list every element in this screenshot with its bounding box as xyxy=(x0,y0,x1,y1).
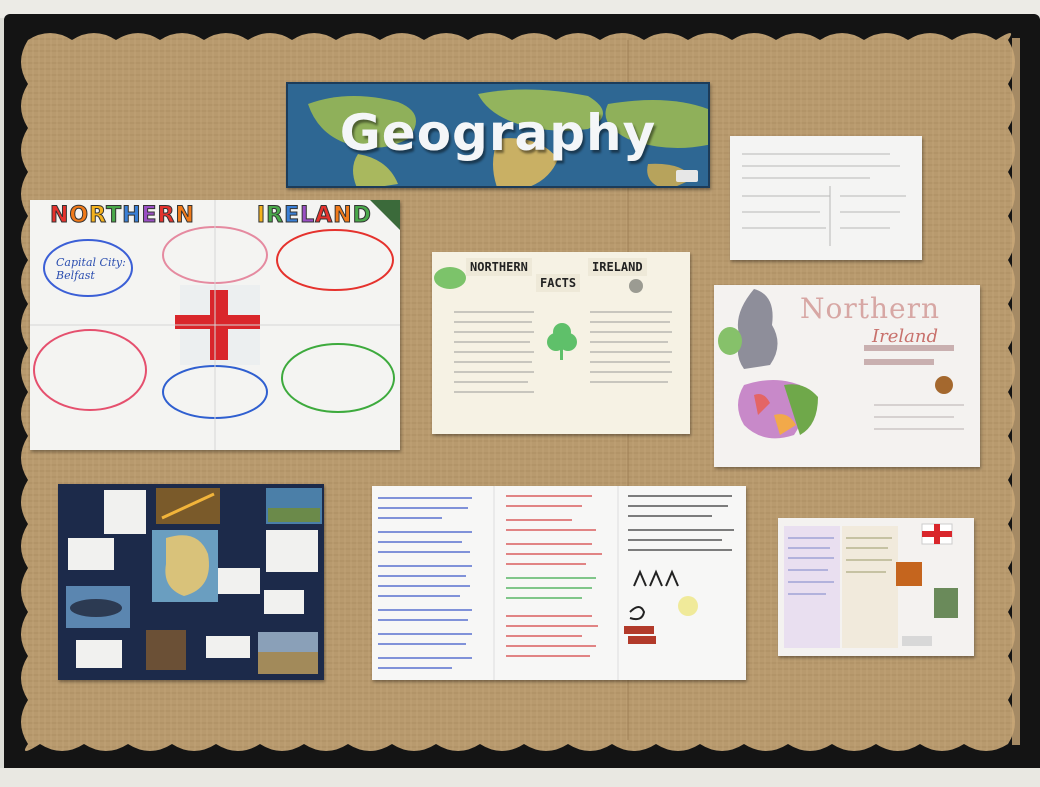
notes-collage-poster xyxy=(778,518,974,656)
map-poster-title: Northern xyxy=(800,292,941,325)
title-letter: H xyxy=(122,203,142,228)
ireland-photo-poster xyxy=(58,484,324,680)
title-letter: E xyxy=(284,203,301,228)
facts-heading-sub: FACTS xyxy=(536,274,580,292)
collage-drawing xyxy=(778,518,974,656)
title-letter: D xyxy=(352,203,372,228)
title-letter: R xyxy=(266,203,285,228)
title-letter: N xyxy=(175,203,195,228)
northern-ireland-title xyxy=(50,203,372,228)
geography-banner xyxy=(286,82,710,188)
notes-scribbles xyxy=(730,136,922,260)
northern-ireland-poster xyxy=(30,200,400,450)
photo-collage xyxy=(58,484,324,680)
title-letter: T xyxy=(106,203,123,228)
title-letter: N xyxy=(333,203,353,228)
title-letter: O xyxy=(69,203,90,228)
title-letter: R xyxy=(157,203,176,228)
title-letter: A xyxy=(315,203,334,228)
northern-ireland-facts-poster xyxy=(432,252,690,434)
map-poster-subtitle: Ireland xyxy=(872,326,938,347)
title-letter: N xyxy=(50,203,70,228)
banner-title: Geography xyxy=(339,104,657,162)
title-letter: I xyxy=(256,203,267,228)
handwritten-booklet xyxy=(372,486,746,680)
facts-heading-left: NORTHERN xyxy=(466,258,532,276)
cloud-capital-label: Capital City: Belfast xyxy=(56,256,126,282)
title-letter: L xyxy=(300,203,316,228)
wall-bottom xyxy=(0,768,1040,787)
title-letter: E xyxy=(141,203,158,228)
booklet-writing xyxy=(372,486,746,680)
title-letter: R xyxy=(89,203,107,228)
handwritten-notes-top-right xyxy=(730,136,922,260)
cloud-doodles xyxy=(30,200,400,450)
facts-heading-right: IRELAND xyxy=(588,258,647,276)
